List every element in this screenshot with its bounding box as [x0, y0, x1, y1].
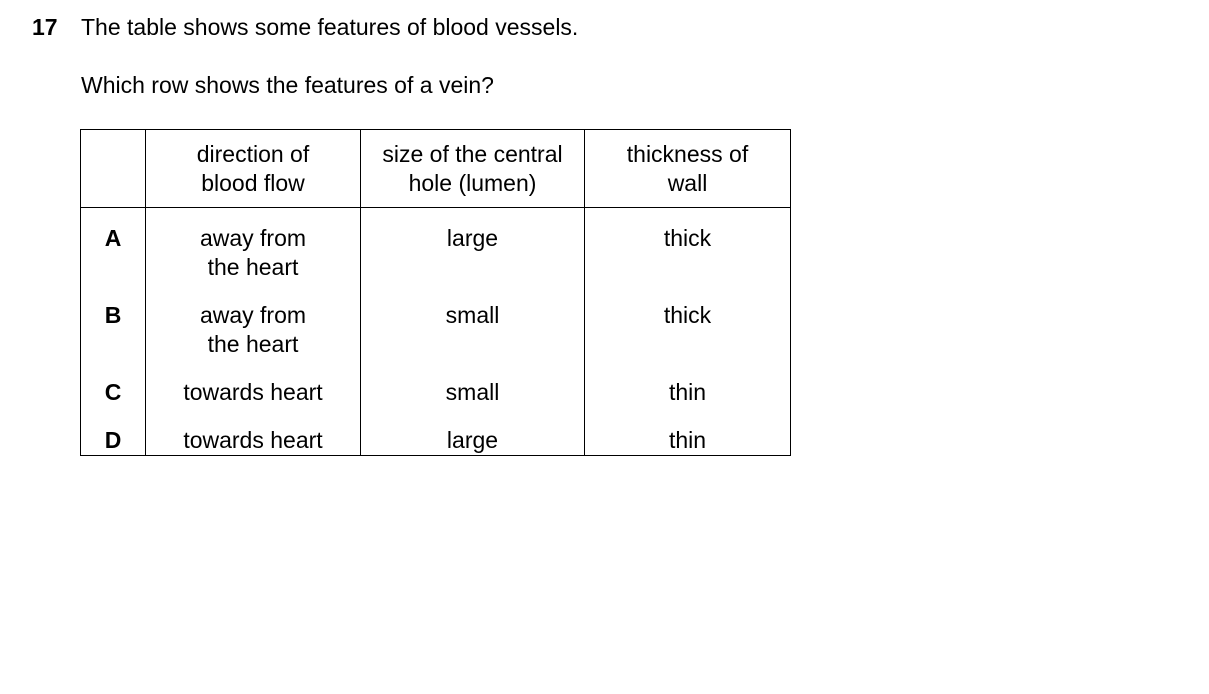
cell-wall: thick — [585, 286, 791, 363]
header-thickness-of-wall — [585, 130, 791, 208]
cell-line: the heart — [207, 254, 299, 280]
cell-line: away from — [199, 225, 307, 251]
row-option-letter: B — [81, 286, 146, 363]
table-row — [81, 286, 791, 363]
header-line: blood flow — [201, 169, 305, 196]
table-row — [81, 411, 791, 456]
question-stem: The table shows some features of blood vessels. — [81, 14, 579, 40]
row-option-letter: A — [81, 208, 146, 287]
header-line: hole (lumen) — [408, 169, 537, 196]
header-line: wall — [667, 169, 708, 196]
row-option-letter: D — [81, 411, 146, 456]
table-header-row — [81, 130, 791, 208]
cell-wall: thin — [585, 363, 791, 411]
table-row — [81, 363, 791, 411]
cell-direction: towards heart — [146, 411, 361, 456]
header-line: direction of — [196, 140, 310, 167]
header-direction-of-blood-flow — [146, 130, 361, 208]
table-row — [81, 208, 791, 287]
cell-direction: towards heart — [146, 363, 361, 411]
question-prompt: Which row shows the features of a vein? — [81, 72, 494, 98]
blood-vessel-features-table — [80, 129, 791, 456]
row-option-letter: C — [81, 363, 146, 411]
cell-direction — [146, 208, 361, 287]
cell-line: away from — [199, 302, 307, 328]
cell-size: small — [361, 363, 585, 411]
cell-size: large — [361, 411, 585, 456]
cell-line: the heart — [207, 331, 299, 357]
cell-direction — [146, 286, 361, 363]
cell-wall: thick — [585, 208, 791, 287]
header-line: size of the central — [382, 140, 563, 167]
cell-wall: thin — [585, 411, 791, 456]
header-blank — [81, 130, 146, 208]
cell-size: large — [361, 208, 585, 287]
header-size-of-lumen — [361, 130, 585, 208]
header-line: thickness of — [626, 140, 749, 167]
question-number: 17 — [32, 14, 58, 40]
cell-size: small — [361, 286, 585, 363]
